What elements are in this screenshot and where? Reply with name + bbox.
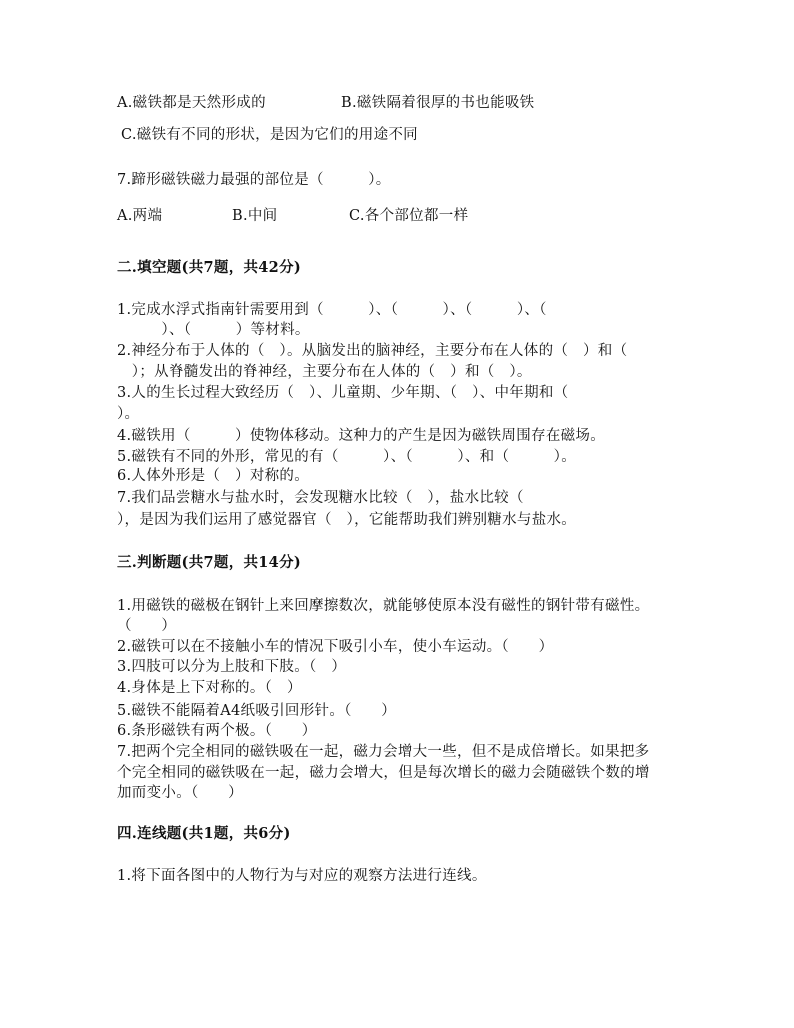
section2-line: 2.神经分布于人体的（ ）。从脑发出的脑神经，主要分布在人体的（ ）和（	[117, 343, 628, 359]
section3-line: 2.磁铁可以在不接触小车的情况下吸引小车，使小车运动。（ ）	[117, 639, 554, 655]
section2-line: 3.人的生长过程大致经历（ ）、儿童期、少年期、（ ）、中年期和（	[117, 385, 569, 401]
section-heading-fill-blank: 二.填空题(共7题，共42分)	[117, 259, 302, 276]
section3-line: 1.用磁铁的磁极在钢针上来回摩擦数次，就能够使原本没有磁性的钢针带有磁性。	[117, 598, 650, 614]
section3-line: 7.把两个完全相同的磁铁吸在一起，磁力会增大一些，但不是成倍增长。如果把多	[117, 744, 650, 760]
section2-line: ），是因为我们运用了感觉器官（ ），它能帮助我们辨别糖水与盐水。	[117, 512, 577, 528]
section2-line: ）、（ ）等材料。	[117, 322, 310, 338]
section2-line: 1.完成水浮式指南针需要用到（ ）、（ ）、（ ）、（	[117, 302, 547, 318]
section2-line: ）；从脊髓发出的脊神经，主要分布在人体的（ ）和（ ）。	[117, 364, 532, 380]
section3-line: （ ）	[117, 618, 177, 634]
q6-option-c: C.磁铁有不同的形状，是因为它们的用途不同	[121, 127, 418, 143]
section3-line: 个完全相同的磁铁吸在一起，磁力会增大，但是每次增长的磁力会随磁铁个数的增	[117, 765, 650, 781]
q7-option-c: C.各个部位都一样	[349, 208, 469, 224]
q7-stem: 7.蹄形磁铁磁力最强的部位是（ ）。	[117, 172, 391, 188]
section2-line: 5.磁铁有不同的外形，常见的有（ ）、（ ）、和（ ）。	[117, 449, 577, 465]
q7-option-a: A.两端	[117, 208, 163, 224]
section3-line: 加而变小。（ ）	[117, 785, 243, 801]
section2-line: 6.人体外形是（ ）对称的。	[117, 468, 310, 484]
q6-option-a: A.磁铁都是天然形成的	[117, 95, 266, 111]
q7-option-b: B.中间	[232, 208, 278, 224]
section3-line: 5.磁铁不能隔着A4纸吸引回形针。（ ）	[117, 703, 397, 719]
section-heading-true-false: 三.判断题(共7题，共14分)	[117, 554, 302, 571]
section2-line: 4.磁铁用（ ）使物体移动。这种力的产生是因为磁铁周围存在磁场。	[117, 428, 606, 444]
section3-line: 3.四肢可以分为上肢和下肢。（ ）	[117, 659, 347, 675]
q6-option-b: B.磁铁隔着很厚的书也能吸铁	[341, 95, 535, 111]
section3-line: 4.身体是上下对称的。（ ）	[117, 680, 302, 696]
section-heading-matching: 四.连线题(共1题，共6分)	[117, 825, 291, 842]
section4-line: 1.将下面各图中的人物行为与对应的观察方法进行连线。	[117, 868, 487, 884]
section2-line: 7.我们品尝糖水与盐水时，会发现糖水比较（ ），盐水比较（	[117, 490, 524, 506]
section2-line: ）。	[117, 406, 140, 422]
section3-line: 6.条形磁铁有两个极。（ ）	[117, 723, 317, 739]
